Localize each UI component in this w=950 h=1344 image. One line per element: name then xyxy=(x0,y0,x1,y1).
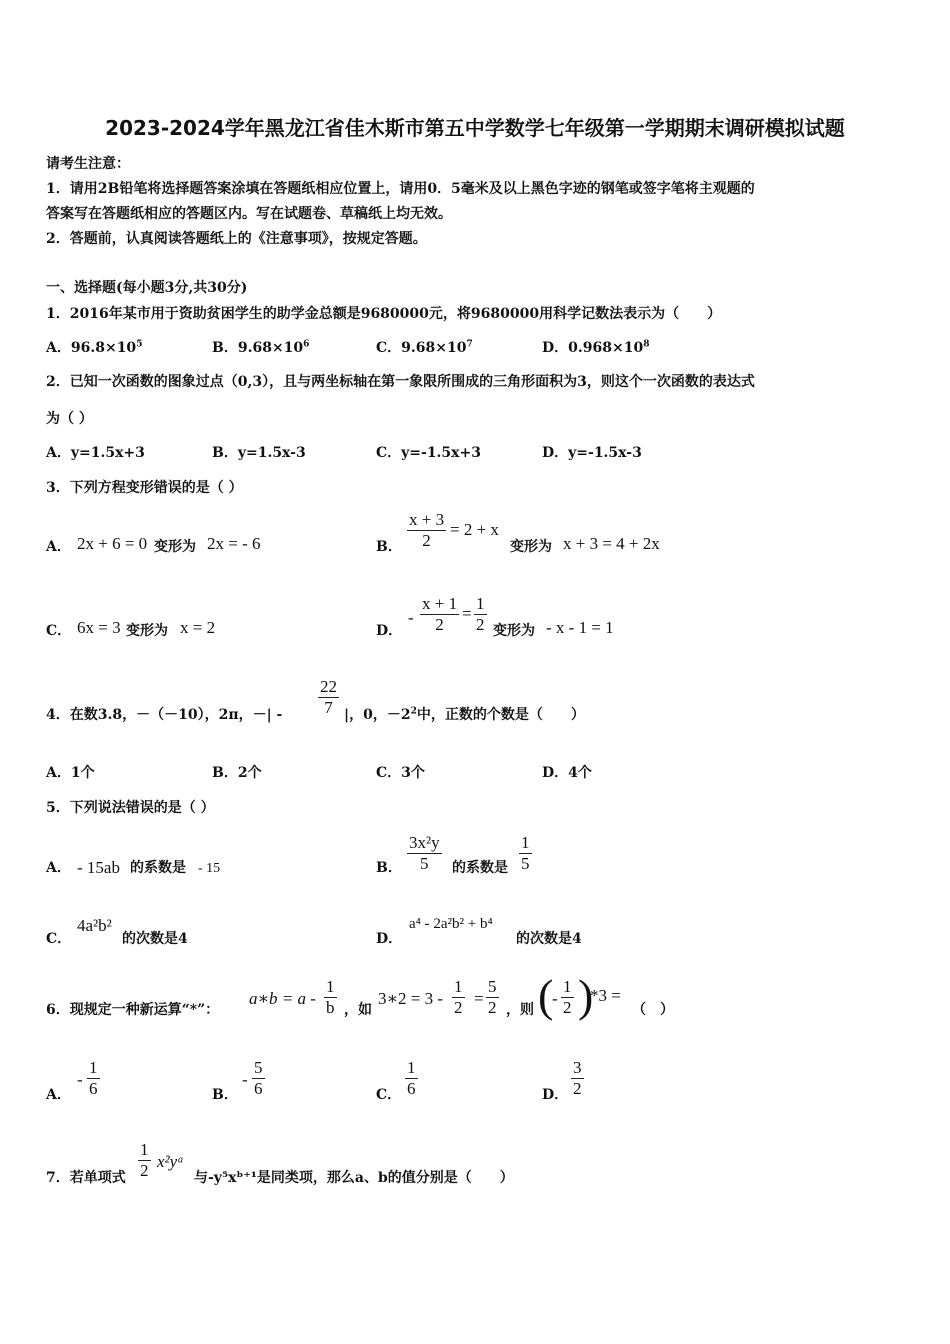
q2-option-a: A．y=1.5x+3 xyxy=(46,445,145,461)
q4-option-a: A．1个 xyxy=(46,765,95,781)
q5-a-text: 的系数是 xyxy=(130,860,186,876)
q6-a-sign: - xyxy=(77,1070,83,1089)
q3-option-a-label: A． xyxy=(46,539,71,555)
q1-stem: 1．2016年某市用于资助贫困学生的助学金总额是9680000元，将9680000用科学记数法表示为（ ） xyxy=(46,306,722,322)
q3-b-text: 变形为 xyxy=(510,539,552,555)
q3-d-equation-2: - x - 1 = 1 xyxy=(546,618,614,637)
q7-fraction: $\frac{1}{2}$ xyxy=(140,1140,149,1180)
q3-b-fraction: $\frac{x + 3}{2}$ xyxy=(409,510,445,550)
q6-definition-fraction: $\frac{1}{b}$ xyxy=(326,977,335,1017)
q5-stem: 5．下列说法错误的是（ ） xyxy=(46,800,215,816)
q3-c-text: 变形为 xyxy=(126,623,168,639)
q3-d-text: 变形为 xyxy=(493,623,535,639)
q3-c-equation-1: 6x = 3 xyxy=(77,618,121,637)
q6-example-fraction-2: $\frac{5}{2}$ xyxy=(488,977,497,1017)
q2-option-c: C．y=-1.5x+3 xyxy=(376,445,481,461)
q6-option-d-label: D． xyxy=(542,1087,569,1103)
q6-example-fraction-1: $\frac{1}{2}$ xyxy=(454,977,463,1017)
q4-option-b: B．2个 xyxy=(212,765,262,781)
q5-option-b-label: B． xyxy=(376,860,402,876)
q5-option-a-label: A． xyxy=(46,860,71,876)
q6-b-sign: - xyxy=(242,1070,248,1089)
q3-b-equation-2: x + 3 = 4 + 2x xyxy=(563,534,660,553)
q6-query-fraction: $\frac{1}{2}$ xyxy=(563,977,572,1017)
q3-d-fraction-1: $\frac{x + 1}{2}$ xyxy=(422,594,458,634)
q6-option-a-label: A． xyxy=(46,1087,71,1103)
q6-stem-part-2: ，如 xyxy=(344,1002,372,1018)
q3-option-d-label: D． xyxy=(376,623,403,639)
q5-d-text: 的次数是4 xyxy=(516,931,582,947)
q2-stem-line-1: 2．已知一次函数的图象过点（0,3），且与两坐标轴在第一象限所围成的三角形面积为3，则这个一次函数的表达式 xyxy=(46,374,755,390)
q5-a-expression: - 15ab xyxy=(77,858,120,877)
q3-d-minus: - xyxy=(408,608,414,627)
q1-option-d: D．$0.968\times 10^8$ xyxy=(542,339,650,356)
q1-option-b: B．$9.68\times 10^6$ xyxy=(212,339,310,356)
q6-definition-lhs: a∗b = a - xyxy=(249,989,316,1008)
q6-example-lhs: 3∗2 = 3 - xyxy=(378,989,444,1008)
q6-left-parenthesis: ( xyxy=(538,970,554,1021)
notice-item-1-line-2: 答案写在答题纸相应的答题区内。写在试题卷、草稿纸上均无效。 xyxy=(46,206,452,222)
q3-a-text: 变形为 xyxy=(154,539,196,555)
q7-stem-part-1: 7．若单项式 xyxy=(46,1170,126,1186)
q5-d-expression: a⁴ - 2a²b² + b⁴ xyxy=(409,916,493,932)
q3-a-equation-1: 2x + 6 = 0 xyxy=(77,534,148,553)
q5-c-expression: 4a²b² xyxy=(77,916,112,935)
q6-d-fraction: $\frac{3}{2}$ xyxy=(573,1058,582,1098)
q4-fraction: $\frac{22}{7}$ xyxy=(320,677,337,717)
q6-query-tail: *3 = xyxy=(590,986,621,1005)
q4-option-d: D．4个 xyxy=(542,765,592,781)
q3-option-c-label: C． xyxy=(46,623,72,639)
q6-option-b-label: B． xyxy=(212,1087,238,1103)
q1-option-a: A．$96.8\times 10^5$ xyxy=(46,339,143,356)
q5-c-text: 的次数是4 xyxy=(122,931,188,947)
q3-option-b-label: B． xyxy=(376,539,402,555)
q5-b-text: 的系数是 xyxy=(452,860,508,876)
notice-item-1-line-1: 1．请用2B铅笔将选择题答案涂填在答题纸相应位置上，请用0．5毫米及以上黑色字迹的钢笔或签字笔将主观题的 xyxy=(46,181,755,197)
section-heading: 一、选择题(每小题3分,共30分) xyxy=(46,280,248,296)
q3-a-equation-2: 2x = - 6 xyxy=(207,534,261,553)
q4-stem-part-2: |，0，$-2^2$中，正数的个数是（ ） xyxy=(344,706,585,723)
q2-option-b: B．y=1.5x-3 xyxy=(212,445,306,461)
q6-c-fraction: $\frac{1}{6}$ xyxy=(407,1058,416,1098)
q3-d-equals: = xyxy=(462,604,472,623)
q6-b-fraction: $\frac{5}{6}$ xyxy=(254,1058,263,1098)
q3-d-fraction-2: $\frac{1}{2}$ xyxy=(476,594,485,634)
q5-b-value-fraction: $\frac{1}{5}$ xyxy=(521,833,530,873)
q6-stem-part-3: ，则 xyxy=(506,1002,534,1018)
q6-example-equals: = xyxy=(474,989,484,1008)
q6-option-c-label: C． xyxy=(376,1087,402,1103)
q6-right-parenthesis: ) xyxy=(578,970,594,1021)
q3-b-rhs: = 2 + x xyxy=(450,520,499,539)
exam-title: 2023-2024学年黑龙江省佳木斯市第五中学数学七年级第一学期期末调研模拟试题 xyxy=(105,116,845,140)
q1-option-c: C．$9.68\times 10^7$ xyxy=(376,339,473,356)
q6-query-minus: - xyxy=(552,989,558,1008)
q5-option-d-label: D． xyxy=(376,931,403,947)
notice-heading: 请考生注意： xyxy=(46,156,130,172)
q2-stem-line-2: 为（ ） xyxy=(46,411,93,427)
q6-stem-part-4: （ ） xyxy=(632,1002,674,1018)
q3-c-equation-2: x = 2 xyxy=(180,618,216,637)
q2-option-d: D．y=-1.5x-3 xyxy=(542,445,642,461)
q7-monomial: x²yᵃ xyxy=(157,1152,184,1171)
q5-option-c-label: C． xyxy=(46,931,72,947)
q5-a-value: - 15 xyxy=(198,861,221,876)
q4-option-c: C．3个 xyxy=(376,765,425,781)
notice-item-2: 2．答题前，认真阅读答题纸上的《注意事项》，按规定答题。 xyxy=(46,231,427,247)
q3-stem: 3．下列方程变形错误的是（ ） xyxy=(46,480,243,496)
q5-b-fraction: $\frac{\text{3x²y}}{5}$ xyxy=(409,833,440,873)
q4-stem-part-1: 4．在数3.8，－（－10），2π，－| - xyxy=(46,707,283,723)
q6-a-fraction: $\frac{1}{6}$ xyxy=(89,1058,98,1098)
q6-stem-part-1: 6．现规定一种新运算“*”： xyxy=(46,1002,220,1018)
q7-stem-part-2: 与-y⁵xᵇ⁺¹是同类项，那么a、b的值分别是（ ） xyxy=(194,1170,514,1186)
